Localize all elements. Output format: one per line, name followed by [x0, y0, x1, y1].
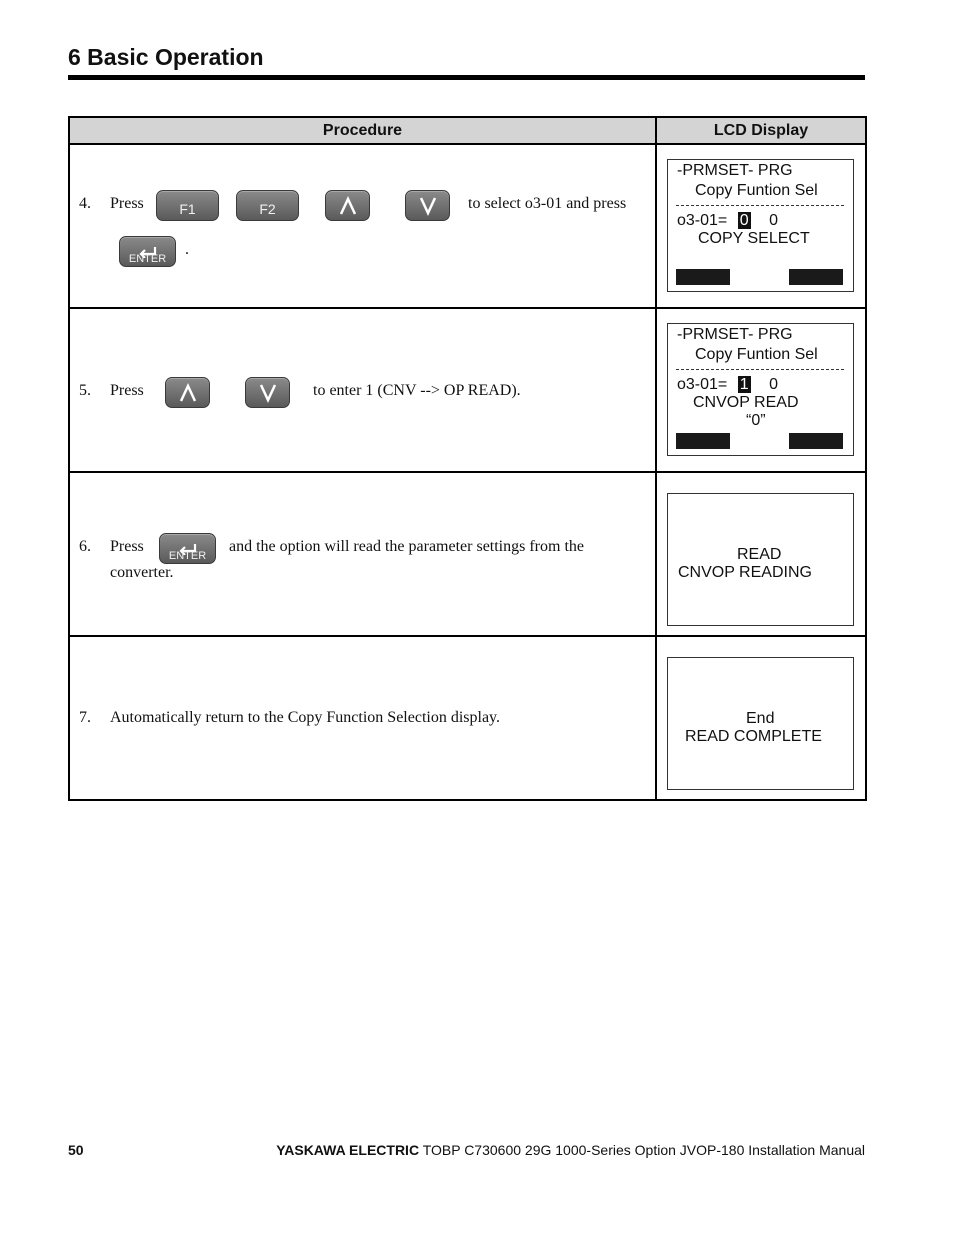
lcd-line-2: Copy Funtion Sel [695, 346, 818, 363]
procedure-cell [69, 308, 656, 472]
procedure-cell [69, 144, 656, 308]
lcd-divider [676, 369, 844, 370]
footer-brand: YASKAWA ELECTRIC [276, 1142, 420, 1158]
lcd-value: 0 [769, 212, 778, 229]
lcd-line-2: Copy Funtion Sel [695, 182, 818, 199]
lcd-cell [656, 308, 866, 472]
lcd-line-1: READ [737, 546, 782, 563]
lcd-param: o3-01= [677, 212, 728, 229]
enter-key-icon: ENTER [119, 236, 176, 267]
lcd-screen [667, 323, 854, 456]
lcd-cursor: 1 [739, 376, 749, 393]
table-row [69, 144, 866, 308]
lcd-param: o3-01= [677, 376, 728, 393]
step-text-continued: converter. [110, 564, 174, 581]
procedure-cell [69, 472, 656, 636]
lcd-display-header: LCD Display [656, 117, 866, 144]
press-text: Press [110, 538, 144, 555]
title-rule [68, 75, 865, 80]
step-text: to select o3-01 and press [468, 195, 627, 212]
table-row [69, 636, 866, 800]
step-number: 4. [79, 195, 91, 212]
lcd-divider [676, 205, 844, 206]
table-row [69, 472, 866, 636]
down-arrow-key-icon [405, 190, 450, 221]
lcd-param-line [677, 212, 778, 230]
lcd-value: 0 [769, 376, 778, 393]
lcd-line-2: READ COMPLETE [685, 728, 822, 745]
press-text: Press [110, 382, 144, 399]
lcd-cell [656, 472, 866, 636]
lcd-line-1: -PRMSET- PRG [677, 326, 793, 343]
lcd-line-4: CNVOP READ [693, 394, 799, 411]
lcd-line-4: COPY SELECT [698, 230, 810, 247]
section-title: 6 Basic Operation [68, 44, 264, 70]
footer-doc-title: TOBP C730600 29G 1000-Series Option JVOP-180 Installation Manual [419, 1142, 865, 1158]
down-arrow-key-icon [245, 377, 290, 408]
lcd-softkey-left [676, 269, 730, 285]
trailing-period: . [185, 241, 189, 258]
lcd-softkey-right [789, 433, 843, 449]
f1-key-icon: F1 [156, 190, 219, 221]
step-number: 7. [79, 709, 91, 726]
lcd-line-1: End [746, 710, 775, 727]
lcd-softkey-right [789, 269, 843, 285]
table-row [69, 308, 866, 472]
lcd-line-2: CNVOP READING [678, 564, 812, 581]
step-text: Automatically return to the Copy Function Selection display. [110, 709, 501, 726]
lcd-line-1: -PRMSET- PRG [677, 162, 793, 179]
press-text: Press [110, 195, 144, 212]
lcd-line-5: “0” [746, 412, 766, 429]
lcd-cursor: 0 [739, 212, 749, 229]
lcd-softkey-left [676, 433, 730, 449]
lcd-screen [667, 159, 854, 292]
enter-key-icon: ENTER [159, 533, 216, 564]
up-arrow-key-icon [165, 377, 210, 408]
lcd-param-line [677, 376, 778, 394]
footer-text [276, 1142, 865, 1158]
step-number: 5. [79, 382, 91, 399]
page-number: 50 [68, 1142, 84, 1158]
procedure-table [68, 116, 867, 801]
procedure-cell [69, 636, 656, 800]
step-text: and the option will read the parameter settings from the [229, 538, 584, 555]
procedure-header: Procedure [69, 117, 656, 144]
lcd-cell [656, 144, 866, 308]
lcd-screen [667, 657, 854, 790]
f2-key-icon: F2 [236, 190, 299, 221]
step-text: to enter 1 (CNV --> OP READ). [313, 382, 521, 399]
lcd-screen [667, 493, 854, 626]
step-number: 6. [79, 538, 91, 555]
up-arrow-key-icon [325, 190, 370, 221]
table-header-row [69, 117, 866, 144]
lcd-cell [656, 636, 866, 800]
